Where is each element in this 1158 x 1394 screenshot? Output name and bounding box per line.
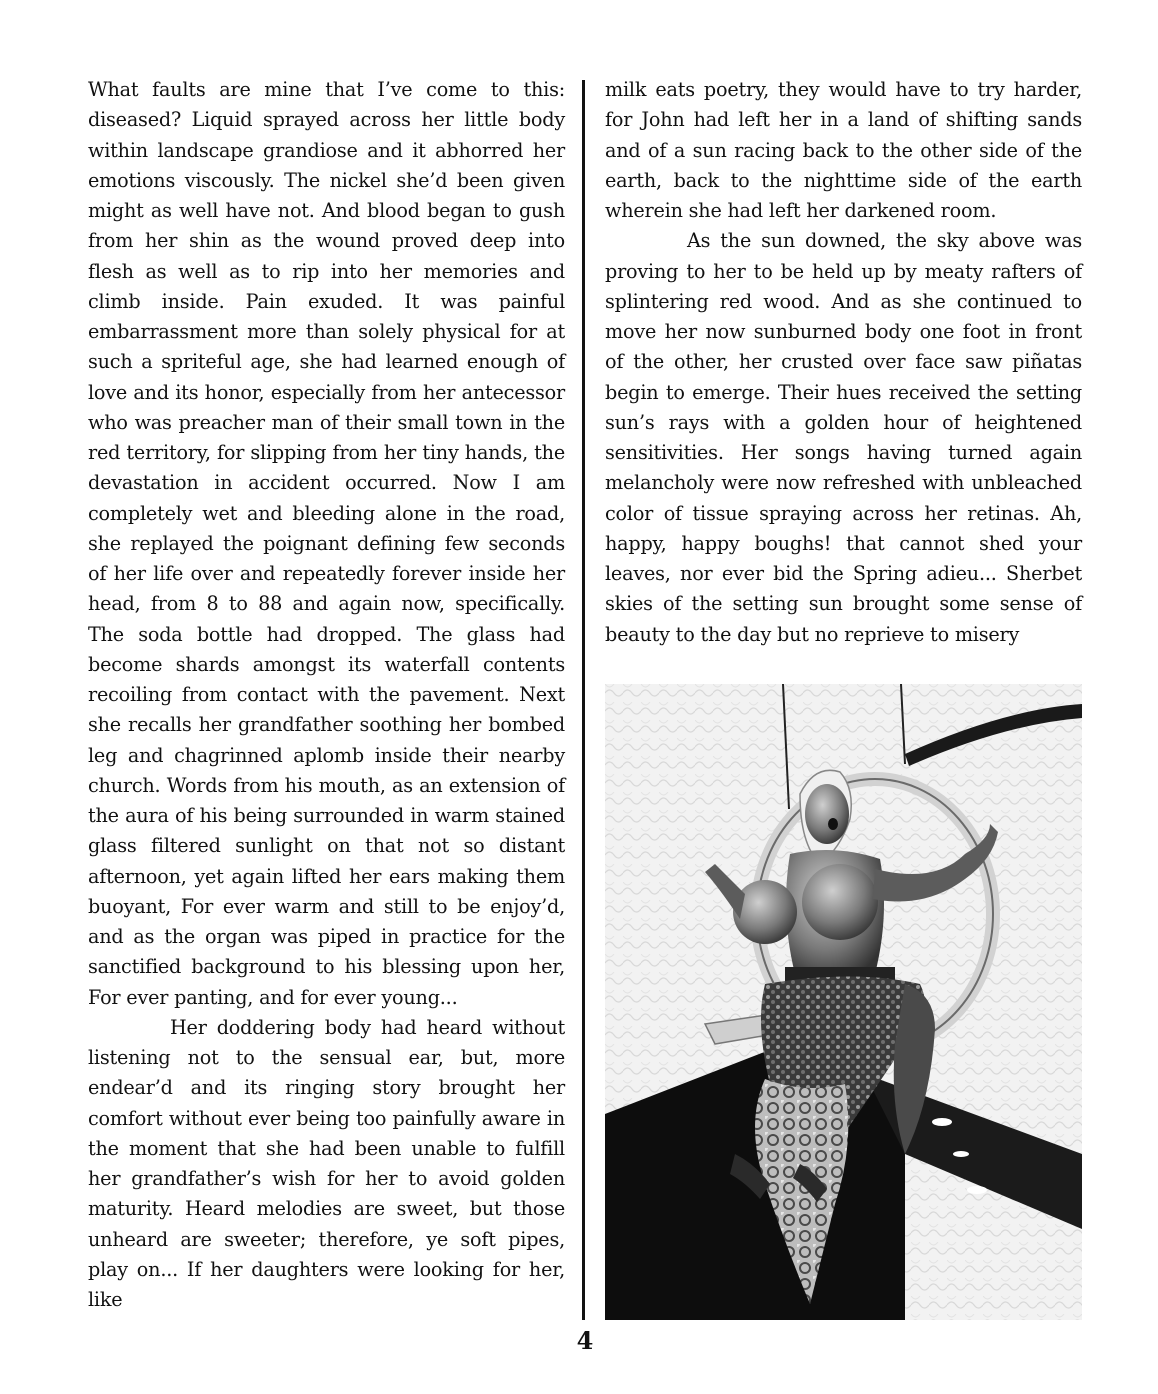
figure-mouth: [828, 818, 838, 830]
left-paragraph-1: What faults are mine that I’ve come to this: diseased? Liquid sprayed across her little body within landscape grandiose and it abhorred her emotions viscously. The nickel she’d been given might as well have not. And blood began to gush from her shin as the wound proved deep into flesh as well as to rip into her memories and climb inside. Pain exuded. It was painful embarrassment more than solely physical for at such a spriteful age, she had learned enough of love and its honor, especially from her antecessor who was preacher man of their small town in the red territory, for slipping from her tiny hands, the devastation in accident occurred. Now I am completely wet and bleeding alone in the road, she replayed the poignant defining few seconds of her life over and repeatedly forever inside her head, from 8 to 88 and again now, specifically. The soda bottle had dropped. The glass had become shards amongst its waterfall contents recoiling from contact with the pavement. Next she recalls her grandfather soothing her bombed leg and chagrinned aplomb inside their nearby church. Words from his mouth, as an extension of the aura of his being surrounded in warm stained glass filtered sunlight on that not so distant afternoon, yet again lifted her ears making them buoyant, For ever warm and still to be enjoy’d, and as the organ was piped in practice for the sanctified background to his blessing upon her, For ever panting, and for ever young...: [88, 78, 565, 1009]
right-paragraph-2: As the sun downed, the sky above was proving to her to be held up by meaty rafters of splintering red wood. And as she continued to move her now sunburned body one foot in front of the other, her crusted over face saw piñatas begin to emerge. Their hues received the setting sun’s rays with a golden hour of heightened sensitivities. Her songs having turned again melancholy were now refreshed with unbleached color of tissue spraying across her retinas. Ah, happy, happy boughs! that cannot shed your leaves, nor ever bid the Spring adieu... Sherbet skies of the setting sun brought some sense of beauty to the day but no reprieve to misery: [605, 229, 1082, 646]
figure-breast-right: [802, 864, 878, 940]
right-column: [605, 75, 1082, 650]
photo-illustration: [605, 684, 1082, 1320]
left-column: [88, 75, 565, 1315]
pinata-figure-photo: [605, 684, 1082, 1320]
ceiling-light-1: [932, 1118, 952, 1126]
figure-head: [805, 784, 849, 844]
figure-breast-left: [733, 880, 797, 944]
page-number: 4: [576, 1326, 594, 1355]
left-paragraph-2: Her doddering body had heard without listening not to the sensual ear, but, more endear’d and its ringing story brought her comfort without ever being too painfully aware in the moment that she had been unable to fulfill her grandfather’s wish for her to avoid golden maturity. Heard melodies are sweet, but those unheard are sweeter; therefore, ye soft pipes, play on... If her daughters were looking for her, like: [88, 1015, 565, 1311]
column-divider: [582, 80, 585, 1320]
right-paragraph-1: milk eats poetry, they would have to try harder, for John had left her in a land of shifting sands and of a sun racing back to the other side of the earth, back to the nighttime side of the earth wherein she had left her darkened room.: [605, 78, 1082, 222]
ceiling-light-3: [967, 1186, 987, 1194]
ceiling-light-2: [953, 1151, 969, 1157]
